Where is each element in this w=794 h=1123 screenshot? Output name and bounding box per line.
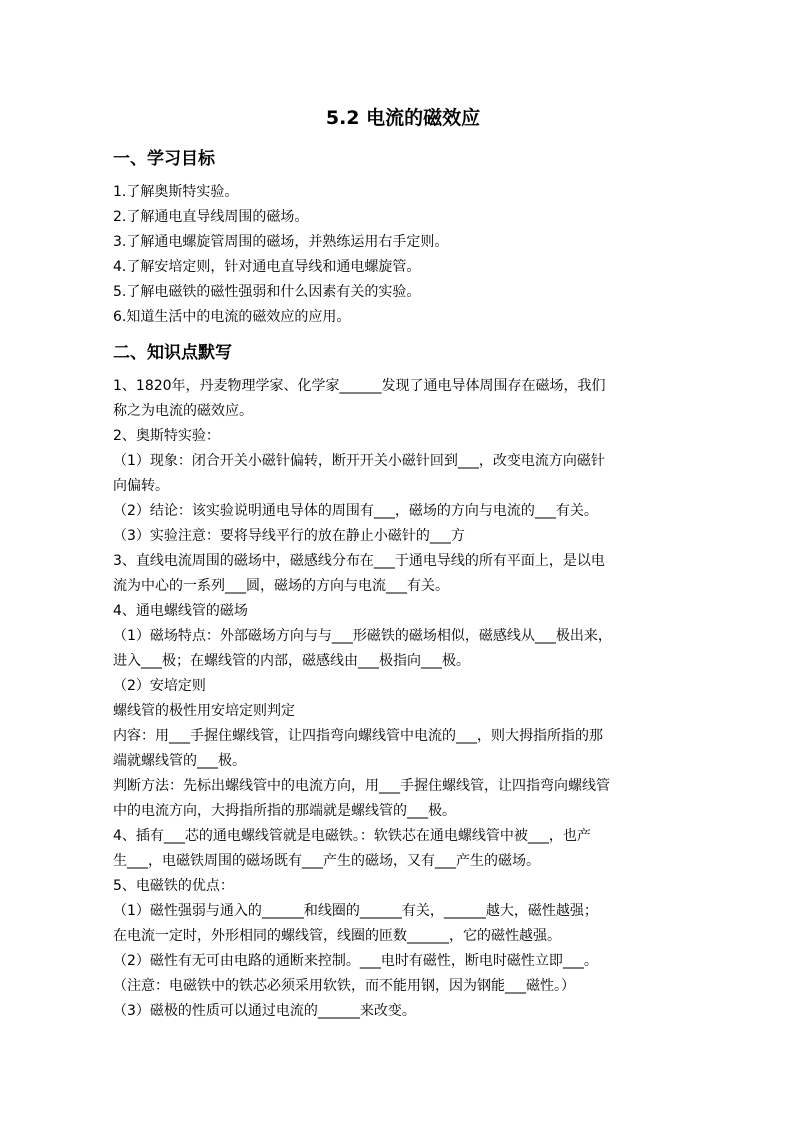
knowledge-line: （2）磁性有无可由电路的通断来控制。___电时有磁性，断电时磁性立即___。 [113, 953, 598, 969]
page-title: 5.2 电流的磁效应 [325, 107, 481, 129]
knowledge-line: 判断方法：先标出螺线管中的电流方向，用___手握住螺线管，让四指弯向螺线管 [113, 778, 610, 794]
objectives-list [113, 180, 693, 330]
knowledge-list [113, 374, 693, 1024]
objective-line: 3.了解通电螺旋管周围的磁场，并熟练运用右手定则。 [113, 234, 449, 250]
knowledge-line: （2）安培定则 [113, 678, 206, 694]
section-heading-objectives: 一、学习目标 [113, 149, 215, 169]
knowledge-line: 内容：用___手握住螺线管，让四指弯向螺线管中电流的___，则大拇指所指的那 [113, 728, 603, 744]
objective-line: 4.了解安培定则，针对通电直导线和通电螺旋管。 [113, 259, 421, 275]
knowledge-line: 生___，电磁铁周围的磁场既有___产生的磁场，又有___产生的磁场。 [113, 853, 540, 869]
knowledge-line: 端就螺线管的___极。 [113, 753, 246, 769]
knowledge-line: 5、电磁铁的优点： [113, 878, 234, 894]
knowledge-line: （注意：电磁铁中的铁芯必须采用软铁，而不能用钢，因为钢能___磁性。） [113, 978, 575, 994]
objective-line: 5.了解电磁铁的磁性强弱和什么因素有关的实验。 [113, 284, 421, 300]
knowledge-line: 称之为电流的磁效应。 [113, 403, 253, 419]
knowledge-line: （1）磁性强弱与通入的______和线圈的______有关，______越大，磁性越强； [113, 903, 598, 919]
knowledge-line: （2）结论：该实验说明通电导体的周围有___，磁场的方向与电流的___有关。 [113, 503, 598, 519]
knowledge-line: （3）实验注意：要将导线平行的放在静止小磁针的___方 [113, 528, 465, 544]
knowledge-line: 3、直线电流周围的磁场中，磁感线分布在___于通电导线的所有平面上，是以电 [113, 553, 605, 569]
document-page [113, 104, 693, 1024]
knowledge-line: （3）磁极的性质可以通过电流的______来改变。 [113, 1003, 416, 1019]
objective-line: 6.知道生活中的电流的磁效应的应用。 [113, 309, 351, 325]
section-heading-knowledge: 二、知识点默写 [113, 343, 232, 363]
knowledge-line: 4、插有___芯的通电螺线管就是电磁铁。：软铁芯在通电螺线管中被___，也产 [113, 828, 591, 844]
knowledge-line: 螺线管的极性用安培定则判定 [113, 703, 295, 719]
knowledge-line: 流为中心的一系列___圆，磁场的方向与电流___有关。 [113, 578, 449, 594]
knowledge-line: 向偏转。 [113, 478, 169, 494]
knowledge-line: 进入___极；在螺线管的内部，磁感线由___极指向___极。 [113, 653, 470, 669]
knowledge-line: 在电流一定时，外形相同的螺线管，线圈的匝数______，它的磁性越强。 [113, 928, 561, 944]
objective-line: 1.了解奥斯特实验。 [113, 184, 239, 200]
knowledge-line: 中的电流方向，大拇指所指的那端就是螺线管的___极。 [113, 803, 456, 819]
knowledge-line: （1）现象：闭合开关小磁针偏转，断开开关小磁针回到___，改变电流方向磁针 [113, 453, 605, 469]
knowledge-line: 1、1820年，丹麦物理学家、化学家______发现了通电导体周围存在磁场，我们 [113, 378, 606, 394]
knowledge-line: 2、奥斯特实验： [113, 428, 220, 444]
objective-line: 2.了解通电直导线周围的磁场。 [113, 209, 309, 225]
knowledge-line: 4、通电螺线管的磁场 [113, 603, 248, 619]
knowledge-line: （1）磁场特点：外部磁场方向与与___形磁铁的磁场相似，磁感线从___极出来， [113, 628, 612, 644]
